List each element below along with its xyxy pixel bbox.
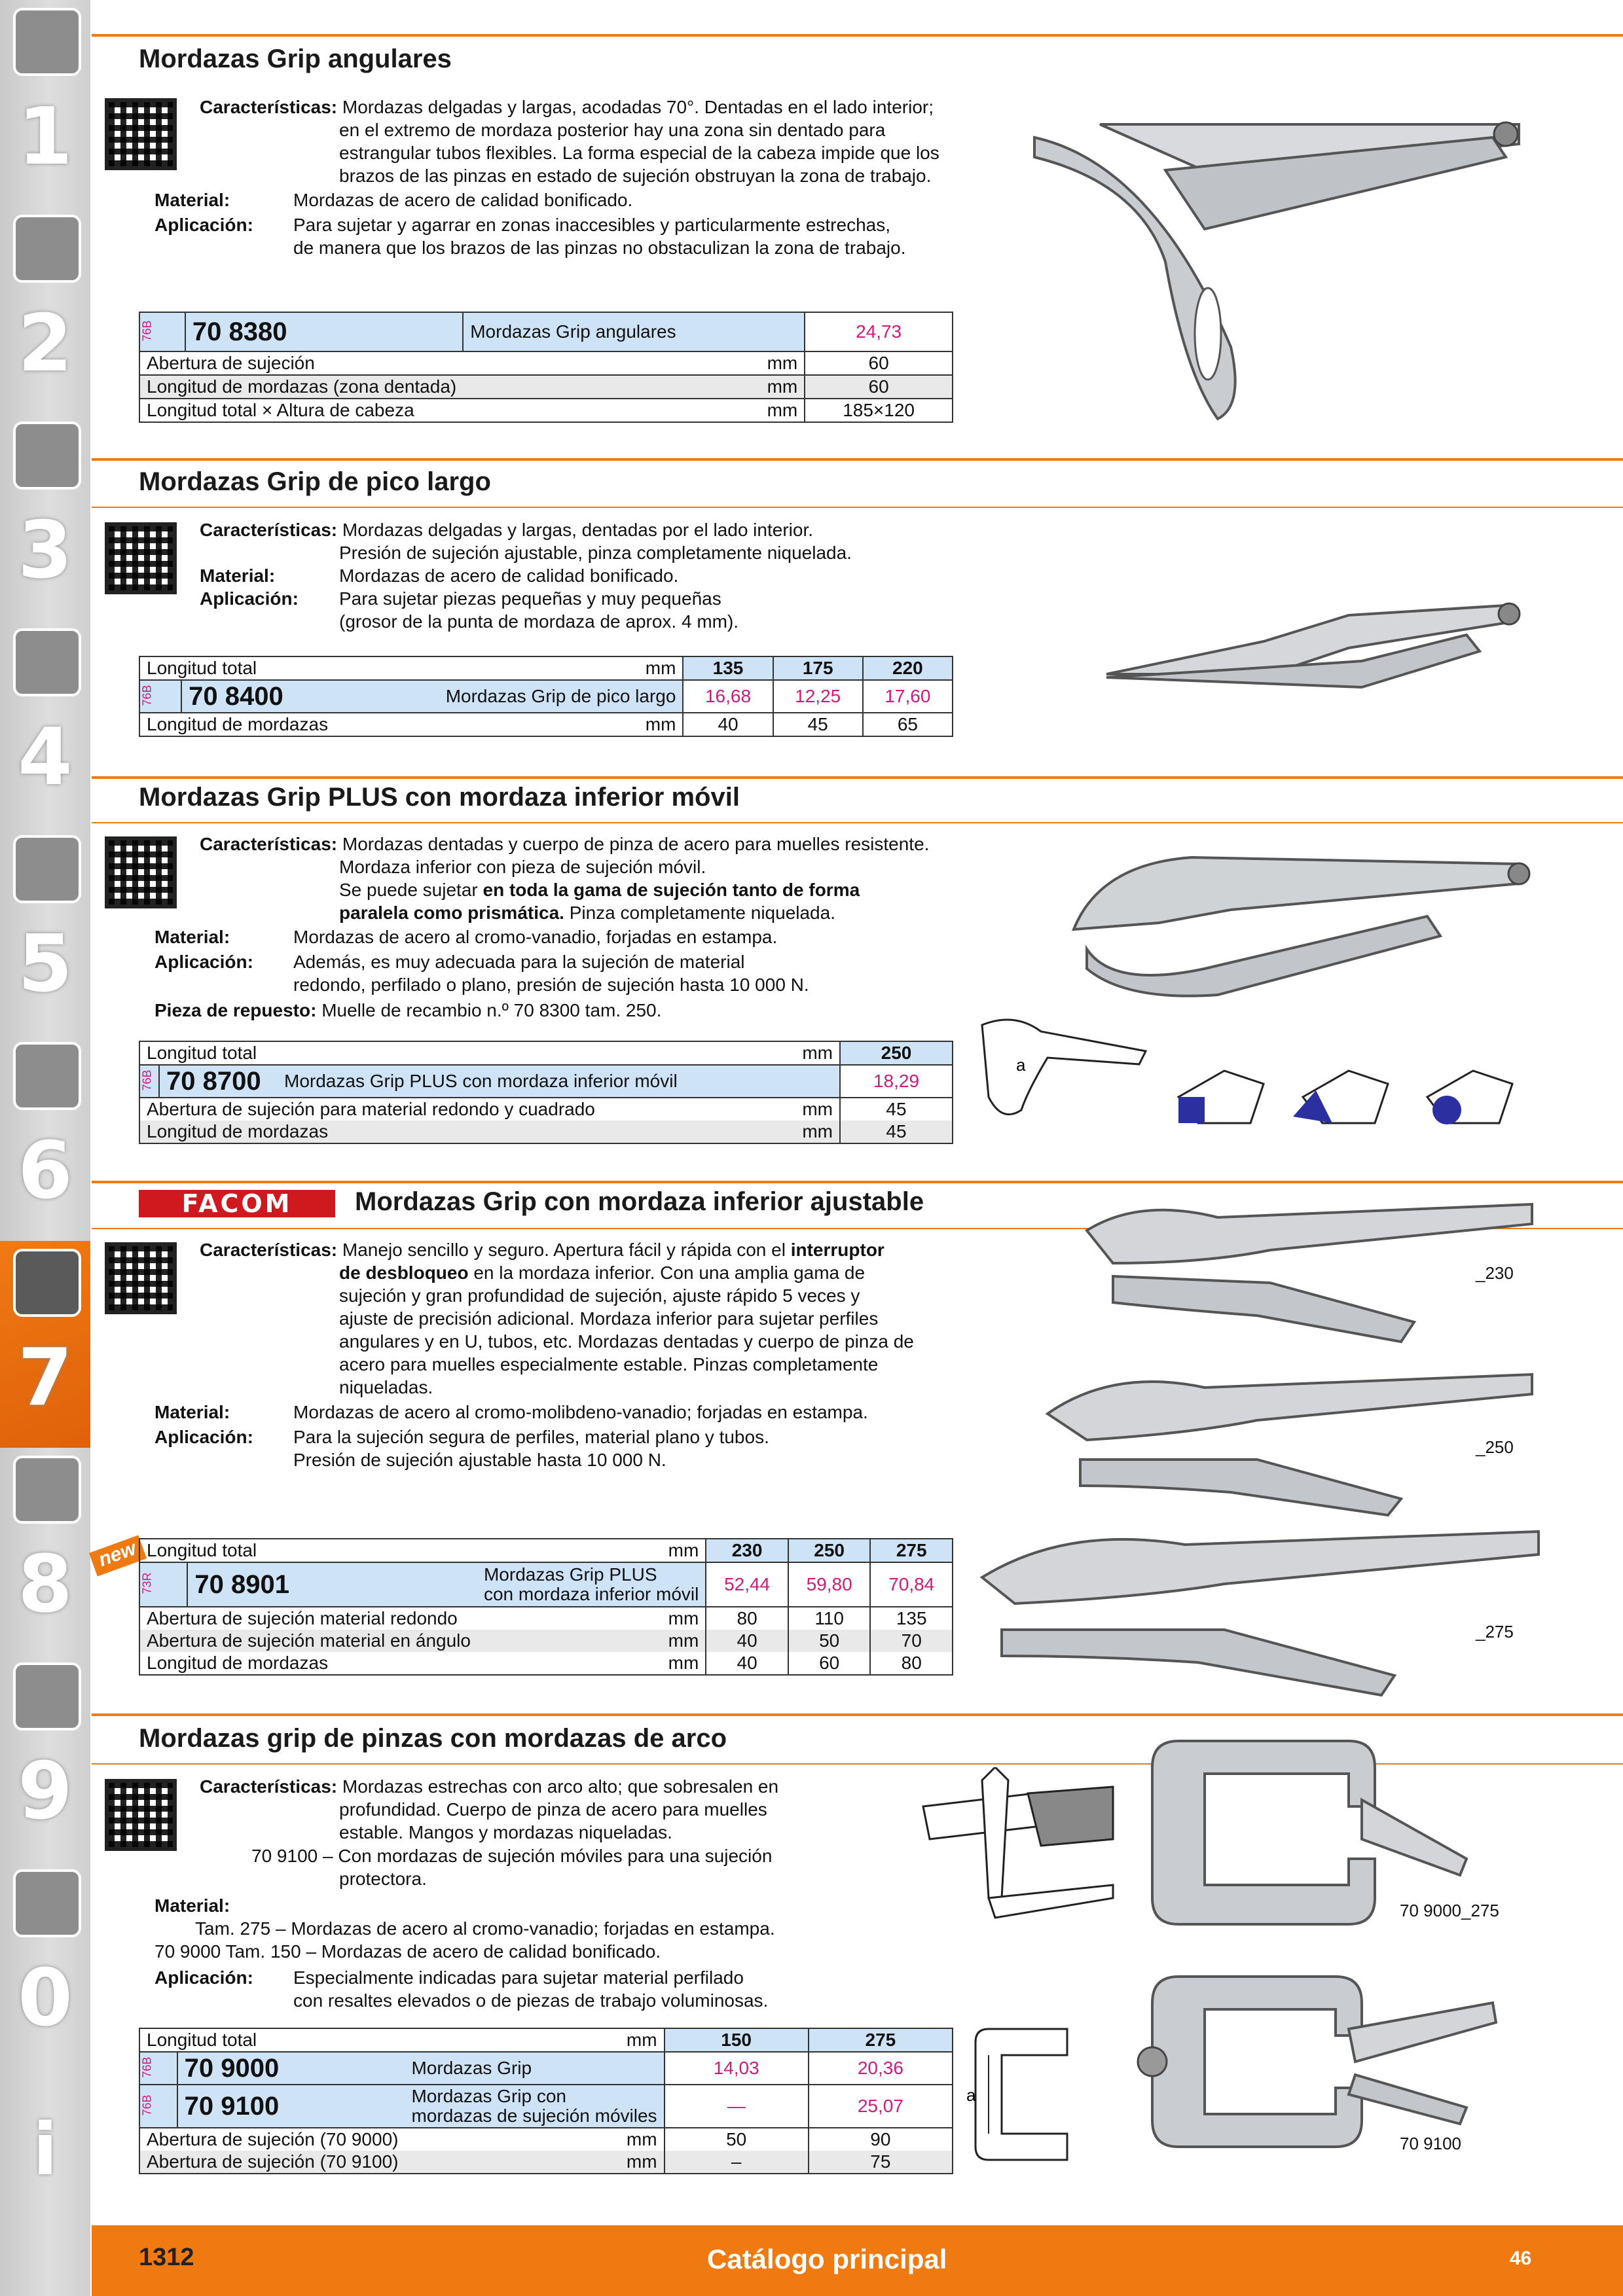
chapter-tab-0[interactable] (0, 1861, 90, 2068)
material-label: Material: (155, 1402, 230, 1422)
application-text (155, 950, 809, 996)
round-workpiece-icon (1432, 1096, 1461, 1124)
spec-label: Longitud total (139, 1041, 787, 1065)
features-label: Características: (200, 1240, 338, 1260)
spec-unit: mm (405, 2128, 664, 2151)
spec-unit: mm (787, 1041, 840, 1065)
features-label: Características: (200, 1776, 338, 1797)
catalog-title: Catálogo principal (707, 2244, 947, 2274)
article-price: 24,73 (805, 312, 953, 351)
spec-unit: mm (463, 351, 805, 375)
spec-label: Longitud de mordazas (139, 1652, 477, 1675)
variant-note (251, 1844, 772, 1890)
spec-value: 185×120 (805, 399, 953, 422)
application-line: Especialmente indicadas para sujetar material perfilado (293, 1967, 744, 1988)
features-line: Presión de sujeción ajustable, pinza completamente niquelada. (339, 543, 852, 563)
chapter-tab-4[interactable] (0, 620, 90, 827)
features-text (200, 1238, 914, 1399)
material-text (155, 1401, 868, 1424)
spec-label: Abertura de sujeción para material redondo y cuadrado (139, 1098, 787, 1121)
spec-label: Abertura de sujeción material redondo (139, 1607, 477, 1630)
spec-unit: mm (477, 1539, 706, 1562)
chapter-number: 2 (18, 298, 73, 389)
spare-part-text (155, 999, 661, 1022)
qr-code-icon[interactable] (105, 98, 177, 170)
spec-value: 40 (706, 1652, 788, 1675)
chapter-number: 5 (18, 919, 73, 1010)
spec-label: Longitud total (139, 656, 439, 680)
spec-label: Abertura de sujeción (139, 351, 463, 375)
features-text (200, 96, 939, 187)
chapter-tab-info[interactable] (0, 2068, 90, 2225)
section-divider (92, 1181, 1623, 1183)
catalog-ref-code: 76B (140, 2056, 154, 2078)
spec-table (139, 2028, 953, 2174)
catalog-section-number: 46 (1510, 2248, 1532, 2269)
article-price: — (665, 2085, 809, 2128)
qr-code-icon[interactable] (105, 522, 177, 594)
size-value: 150 (665, 2028, 809, 2052)
spec-value: 65 (863, 713, 953, 736)
section-divider (92, 822, 1623, 823)
material-label: Material: (155, 927, 230, 947)
spec-unit: mm (405, 2028, 664, 2052)
size-value: 275 (809, 2028, 953, 2052)
article-number[interactable]: 70 8700 (166, 1066, 261, 1096)
variant-line: Con mordazas de sujeción móviles para una sujeción (338, 1846, 773, 1866)
chapter-number: 9 (18, 1746, 73, 1837)
catalog-ref-code: 76B (140, 1069, 154, 1091)
chapter-tab-3[interactable] (0, 414, 90, 620)
application-label: Aplicación: (155, 215, 253, 235)
cutting-insert-icon (13, 215, 81, 283)
application-line: de manera que los brazos de las pinzas no obstaculizan la zona de trabajo. (293, 238, 906, 258)
image-caption: _230 (1476, 1263, 1514, 1283)
catalog-ref (139, 312, 185, 351)
article-price: 70,84 (870, 1562, 953, 1607)
chapter-number: 0 (18, 1953, 73, 2044)
tool-cabinet-icon (13, 1662, 81, 1731)
qr-code-icon[interactable] (105, 836, 177, 908)
spec-value: 50 (788, 1630, 871, 1652)
material-text (155, 925, 777, 948)
application-line: con resaltes elevados o de piezas de trabajo voluminosas. (293, 1990, 769, 2011)
article-price: 25,07 (809, 2085, 953, 2128)
article-name: Mordazas Grip (405, 2052, 664, 2085)
caliper-icon (13, 628, 81, 696)
features-highlight: en toda la gama de sujeción tanto de forma (483, 880, 860, 900)
section-divider (92, 1713, 1623, 1716)
material-value: Mordazas de acero de calidad bonificado. (293, 190, 633, 210)
angled-grip-pliers-image (1021, 98, 1545, 425)
section-title: Mordazas Grip angulares (139, 45, 452, 73)
section-title: Mordazas Grip de pico largo (139, 467, 491, 496)
features-line: angulares y en U, tubos, etc. Mordazas dentadas y cuerpo de pinza de (339, 1331, 914, 1352)
spec-table (139, 1538, 953, 1676)
spec-unit: mm (439, 656, 684, 680)
features-line: Mordazas delgadas y largas, dentadas por el lado interior. (342, 520, 814, 540)
material-text (155, 188, 632, 211)
article-name (477, 1562, 706, 1607)
article-name-line: Mordazas Grip PLUS (483, 1564, 657, 1585)
features-label: Características: (200, 97, 338, 117)
pliers-icon (13, 1249, 81, 1317)
chapter-tab-2[interactable] (0, 207, 90, 414)
application-line: Para sujetar y agarrar en zonas inaccesibles y particularmente estrechas, (293, 215, 890, 235)
material-value: Mordazas de acero de calidad bonificado. (339, 565, 679, 586)
safety-glasses-icon (13, 1869, 81, 1937)
spec-value: 80 (706, 1607, 788, 1630)
article-name-line: mordazas de sujeción móviles (411, 2106, 657, 2126)
section-divider (92, 776, 1623, 779)
features-line: en la mordaza inferior. Con una amplia gama de (468, 1263, 866, 1283)
article-price: 16,68 (683, 680, 773, 713)
section-divider (92, 34, 1623, 37)
spec-value: 60 (805, 351, 953, 375)
spec-value: 110 (788, 1607, 871, 1630)
spec-value: 50 (665, 2128, 809, 2151)
c-clamp-pliers-mobile-jaws-image (1126, 1964, 1506, 2160)
spec-label: Abertura de sujeción material en ángulo (139, 1630, 477, 1652)
article-number[interactable]: 70 8400 (189, 681, 283, 711)
spec-value: 75 (809, 2151, 953, 2174)
material-text (155, 1894, 775, 1963)
spec-label: Abertura de sujeción (70 9100) (139, 2151, 405, 2174)
article-number[interactable]: 70 9100 (184, 2091, 280, 2121)
catalog-ref-code: 76B (140, 320, 154, 342)
features-line: en el extremo de mordaza posterior hay una zona sin dentado para (339, 120, 886, 140)
section-divider (92, 507, 1623, 508)
image-caption: 70 9000_275 (1400, 1901, 1499, 1920)
features-line: Mordazas delgadas y largas, acodadas 70°. Dentadas en el lado interior; (342, 97, 934, 117)
application-text (155, 1426, 769, 1471)
features-label: Características: (200, 520, 338, 540)
image-caption: 70 9100 (1400, 2134, 1461, 2153)
qr-code-icon[interactable] (105, 1242, 177, 1314)
size-value: 220 (863, 656, 953, 680)
material-label: Material: (200, 565, 276, 586)
spec-unit: mm (787, 1121, 840, 1143)
article-price: 17,60 (863, 680, 953, 713)
chapter-number: 3 (18, 505, 73, 596)
new-badge: new (89, 1535, 147, 1576)
features-line: ajuste de precisión adicional. Mordaza inferior para sujetar perfiles (339, 1308, 879, 1329)
application-text (155, 213, 905, 259)
spec-table (139, 312, 953, 423)
article-name: Mordazas Grip de pico largo (439, 680, 684, 713)
features-line: profundidad. Cuerpo de pinza de acero para muelles (339, 1799, 767, 1820)
chapter-tab-7[interactable] (0, 1241, 90, 1448)
features-line: niqueladas. (339, 1377, 433, 1397)
application-text (155, 1966, 768, 2012)
size-value: 250 (788, 1539, 871, 1562)
facom-logo: FACOM (139, 1190, 335, 1217)
application-line: Para sujetar piezas pequeñas y muy pequeñas (339, 588, 721, 609)
spec-value: 60 (805, 375, 953, 399)
chapter-number: 8 (18, 1539, 73, 1630)
chapter-tab-8[interactable] (0, 1448, 90, 1655)
spec-value: 90 (809, 2128, 953, 2151)
features-highlight: de desbloqueo (339, 1263, 469, 1283)
spec-value: – (665, 2151, 809, 2174)
spec-unit: mm (477, 1652, 706, 1675)
usage-diagram-image (917, 1767, 1126, 1931)
material-code: 70 9000 Tam. 150 – (155, 1941, 317, 1962)
spec-value: 60 (788, 1652, 871, 1675)
material-label: Material: (155, 1895, 230, 1916)
article-price: 59,80 (788, 1562, 871, 1607)
features-line: Pinza completamente niquelada. (564, 903, 835, 923)
page-footer (92, 2225, 1623, 2296)
size-value: 275 (870, 1539, 953, 1562)
spec-unit: mm (477, 1607, 706, 1630)
spare-part-label: Pieza de repuesto: (155, 1000, 317, 1020)
spec-value: 135 (870, 1607, 953, 1630)
spec-label: Longitud total × Altura de cabeza (139, 399, 463, 422)
features-text (200, 1775, 778, 1844)
features-line: Manejo sencillo y seguro. Apertura fácil y rápida con el (342, 1240, 791, 1260)
article-number[interactable]: 70 8380 (192, 317, 287, 346)
variant-code: 70 9100 – (251, 1846, 333, 1866)
spec-unit: mm (668, 1630, 699, 1651)
info-icon: i (33, 2108, 58, 2191)
grip-plus-pliers-image (1061, 838, 1545, 1001)
opening-dimension-diagram (962, 2016, 1106, 2166)
features-line: Mordazas dentadas y cuerpo de pinza de acero para muelles resistente. (342, 834, 930, 854)
spec-label: Longitud de mordazas (139, 1121, 787, 1143)
application-line: (grosor de la punta de mordaza de aprox. 4 mm). (339, 611, 739, 632)
square-workpiece-icon (1178, 1097, 1205, 1123)
spec-unit: mm (405, 2151, 664, 2174)
article-name: Mordazas Grip PLUS con mordaza inferior móvil (278, 1065, 840, 1098)
spec-value: 80 (870, 1652, 953, 1675)
chapter-number: 1 (18, 92, 73, 183)
spec-label: Abertura de sujeción (70 9000) (139, 2128, 405, 2151)
spec-value: 70 (870, 1630, 953, 1652)
section-title: Mordazas Grip PLUS con mordaza inferior móvil (139, 783, 740, 812)
material-value: Mordazas de acero al cromo-vanadio, forjadas en estampa. (293, 927, 778, 947)
article-name: Mordazas Grip angulares (463, 312, 805, 351)
application-label: Aplicación: (155, 1427, 253, 1447)
features-line: estable. Mangos y mordazas niqueladas. (339, 1822, 672, 1842)
article-number[interactable]: 70 8901 (194, 1570, 289, 1599)
application-line: Además, es muy adecuada para la sujeción de material (293, 952, 745, 972)
toolbox-icon (13, 1456, 81, 1524)
article-price: 52,44 (706, 1562, 788, 1607)
spec-value: 45 (773, 713, 863, 736)
dimension-label: a (966, 2085, 976, 2105)
spec-unit: mm (463, 375, 805, 399)
catalog-ref-code: 76B (140, 2094, 154, 2116)
spec-label: Longitud de mordazas (zona dentada) (139, 375, 463, 399)
spec-unit: mm (439, 713, 684, 736)
image-caption: _250 (1476, 1437, 1514, 1457)
spec-label: Longitud total (139, 1539, 477, 1562)
material-value: Mordazas de acero al cromo-vanadio; forjadas en estampa. (291, 1918, 775, 1939)
article-price: 18,29 (840, 1065, 953, 1098)
chapter-tab-5[interactable] (0, 827, 90, 1034)
image-caption: _275 (1476, 1622, 1514, 1641)
article-price: 20,36 (809, 2052, 953, 2085)
adjustable-grip-pliers-275-image (976, 1518, 1558, 1702)
size-value: 175 (773, 656, 863, 680)
features-line: Mordaza inferior con pieza de sujeción móvil. (339, 857, 706, 877)
section-divider (92, 458, 1623, 461)
features-label: Características: (200, 834, 338, 854)
application-label: Aplicación: (200, 588, 299, 609)
chapter-number: 6 (18, 1126, 73, 1217)
catalog-ref-code: 73R (140, 1572, 154, 1594)
features-line: estrangular tubos flexibles. La forma especial de la cabeza impide que los (339, 143, 939, 163)
article-name (405, 2085, 664, 2128)
section-title: Mordazas grip de pinzas con mordazas de arco (139, 1724, 727, 1753)
spec-value: 40 (706, 1630, 788, 1652)
application-line: Para la sujeción segura de perfiles, material plano y tubos. (293, 1427, 769, 1447)
spec-value: 40 (683, 713, 773, 736)
spec-unit: mm (463, 399, 805, 422)
qr-code-icon[interactable] (105, 1779, 177, 1851)
features-highlight: paralela como prismática. (339, 903, 564, 923)
tool-holder-icon (13, 422, 81, 490)
article-price: 12,25 (773, 680, 863, 713)
features-line: sujeción y gran profundidad de sujeción, ajuste rápido 5 veces y (339, 1285, 860, 1306)
saw-blade-icon (13, 835, 81, 903)
article-price: 14,03 (665, 2052, 809, 2085)
chapter-tab-6[interactable] (0, 1034, 90, 1241)
spec-label: Longitud de mordazas (139, 713, 439, 736)
features-text (200, 833, 929, 924)
page-number: 1312 (139, 2244, 194, 2271)
long-nose-grip-pliers-image (1100, 589, 1532, 707)
spec-label: Longitud total (139, 2028, 405, 2052)
article-name-line: Mordazas Grip con (411, 2086, 567, 2106)
application-line: redondo, perfilado o plano, presión de sujeción hasta 10 000 N. (293, 975, 809, 995)
catalog-ref-code: 76B (140, 685, 154, 706)
material-code: Tam. 275 – (195, 1918, 286, 1939)
features-line: acero para muelles especialmente estable. Pinzas completamente (339, 1354, 879, 1374)
features-line: Se puede sujetar (339, 880, 483, 900)
drill-bit-icon (13, 8, 81, 76)
chapter-number: 7 (18, 1333, 73, 1424)
chapter-sidebar (0, 0, 90, 2296)
clamping-diagram (976, 1012, 1552, 1143)
article-number[interactable]: 70 9000 (184, 2053, 280, 2083)
spec-table (139, 1041, 953, 1144)
chapter-tab-1[interactable] (0, 0, 90, 207)
section-title: Mordazas Grip con mordaza inferior ajustable (355, 1187, 924, 1216)
chapter-tab-9[interactable] (0, 1655, 90, 1861)
spec-value: 45 (840, 1098, 953, 1121)
chapter-number: 4 (18, 712, 73, 803)
size-value: 250 (840, 1041, 953, 1065)
variant-line: protectora. (339, 1869, 427, 1889)
application-label: Aplicación: (155, 1967, 253, 1988)
article-name-line: con mordaza inferior móvil (483, 1584, 699, 1604)
dimension-label: a (1016, 1055, 1026, 1075)
features-highlight: interruptor (790, 1240, 884, 1260)
application-line: Presión de sujeción ajustable hasta 10 000 N. (293, 1450, 666, 1470)
spec-table (139, 656, 953, 737)
size-value: 230 (706, 1539, 788, 1562)
wrench-icon (13, 1042, 81, 1110)
spec-unit: mm (787, 1098, 840, 1121)
spare-part-value: Muelle de recambio n.º 70 8300 tam. 250. (321, 1000, 662, 1020)
application-label: Aplicación: (155, 952, 253, 972)
material-value: Mordazas de acero al cromo-molibdeno-vanadio; forjadas en estampa. (293, 1402, 868, 1422)
material-label: Material: (155, 190, 230, 210)
features-line: Mordazas estrechas con arco alto; que sobresalen en (342, 1776, 779, 1797)
features-text (200, 518, 852, 633)
size-value: 135 (683, 656, 773, 680)
features-line: brazos de las pinzas en estado de sujeción obstruyan la zona de trabajo. (339, 166, 932, 186)
spec-value: 45 (840, 1121, 953, 1143)
material-value: Mordazas de acero de calidad bonificado. (321, 1941, 661, 1962)
